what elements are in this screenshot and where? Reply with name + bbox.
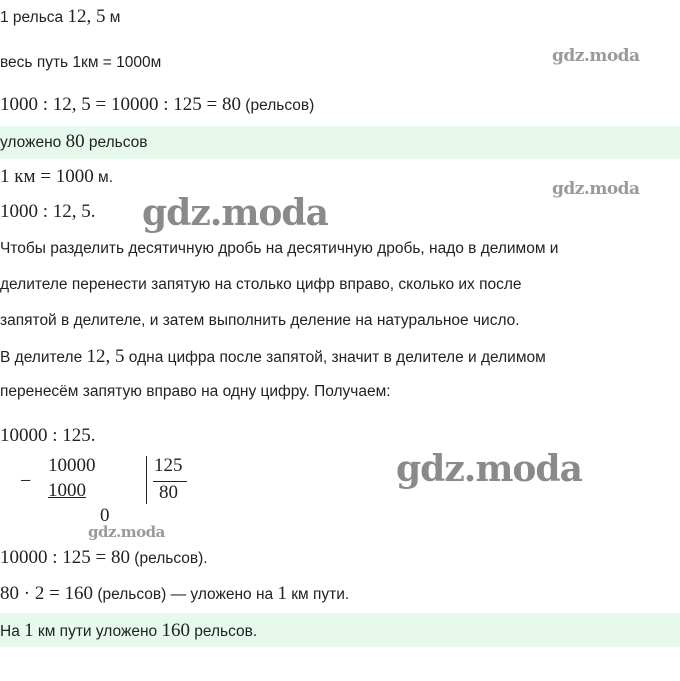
minus-sign: −	[20, 470, 32, 492]
division-expression-2: 10000 : 125.	[0, 425, 96, 446]
multiply-text: (рельсов) — уложено на	[93, 586, 278, 603]
answer-2-km-number: 1	[24, 620, 34, 641]
result-unit: (рельсов).	[130, 550, 208, 567]
explanation-line-1	[0, 346, 546, 368]
km-expression: 1 км = 1000	[0, 166, 94, 187]
answer-1-text2: рельсов	[84, 134, 148, 151]
rule-paragraph-line-3: запятой в делителе, и затем выполнить деление на натуральное число.	[0, 312, 520, 329]
explanation-number: 12, 5	[86, 346, 125, 367]
multiply-km-number: 1	[277, 583, 287, 604]
explanation-text2: одна цифра после запятой, значит в делителе и делимом	[124, 349, 546, 366]
rail-length-line	[0, 6, 120, 28]
calc-unit: (рельсов)	[241, 97, 315, 114]
watermark-3: gdz.moda	[142, 192, 328, 234]
answer-1-text: уложено	[0, 134, 66, 151]
remainder: 0	[100, 505, 110, 526]
answer-line-1	[0, 131, 148, 153]
answer-2-number: 160	[161, 620, 190, 641]
calc-line	[0, 94, 314, 116]
answer-line-2	[0, 620, 257, 642]
rule-paragraph-line-2: делителе перенести запятую на столько цифр вправо, сколько их после	[0, 276, 522, 293]
multiply-expression: 80 · 2 = 160	[0, 583, 94, 604]
answer-2-text3: рельсов.	[189, 623, 258, 640]
km-line	[0, 166, 113, 188]
dividend: 10000	[48, 455, 96, 476]
answer-2-text2: км пути уложено	[33, 623, 162, 640]
answer-1-number: 80	[65, 131, 85, 152]
result-line	[0, 547, 208, 569]
watermark-4: gdz.moda	[396, 448, 582, 490]
result-expression: 10000 : 125 = 80	[0, 547, 130, 568]
rule-paragraph-line-1: Чтобы разделить десятичную дробь на десятичную дробь, надо в делимом и	[0, 240, 559, 257]
division-vertical-bar	[146, 456, 147, 504]
watermark-1: gdz.moda	[552, 46, 640, 66]
calc-expression: 1000 : 12, 5 = 10000 : 125 = 80	[0, 94, 241, 115]
multiply-text2: км пути.	[286, 586, 350, 603]
km-unit: м.	[93, 169, 114, 186]
watermark-2: gdz.moda	[552, 179, 640, 199]
divisor: 125	[154, 455, 183, 476]
explanation-line-2: перенесём запятую вправо на одну цифру. Получаем:	[0, 383, 391, 400]
rail-length-label: 1 рельса	[0, 9, 68, 26]
rail-length-unit: м	[105, 9, 121, 26]
rail-length-value: 12, 5	[67, 6, 106, 27]
watermark-5: gdz.moda	[88, 523, 165, 541]
quotient: 80	[159, 482, 178, 503]
explanation-text: В делителе	[0, 349, 87, 366]
division-expression-1: 1000 : 12, 5.	[0, 201, 96, 222]
answer-2-text: На	[0, 623, 25, 640]
multiply-line	[0, 583, 349, 605]
subtrahend: 1000	[48, 480, 86, 501]
total-path-line: весь путь 1км = 1000м	[0, 54, 162, 71]
